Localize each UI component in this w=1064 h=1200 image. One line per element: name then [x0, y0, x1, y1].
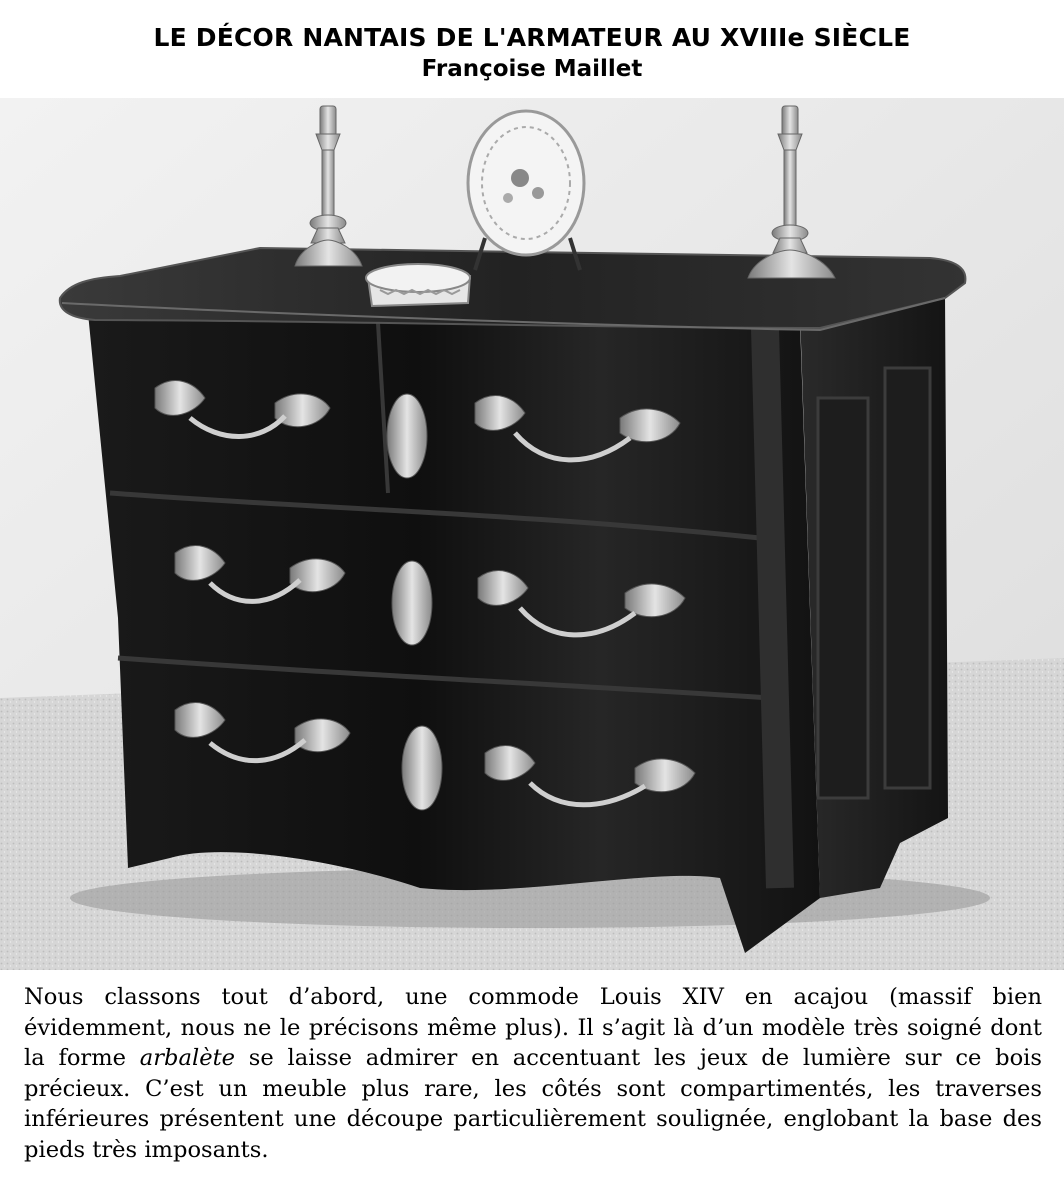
caption-emphasis: arbalète — [139, 1045, 236, 1071]
article-caption — [24, 982, 1042, 1165]
commode-photo — [0, 98, 1064, 970]
side-panel-right — [885, 368, 930, 788]
faience-box — [366, 264, 470, 306]
escutcheon-bottom — [402, 726, 442, 810]
caption-text-part-2: se laisse admirer en accentuant les jeux de lumière sur ce bois précieux. C’est un meuble plus rare, les côtés sont compartimentés, les traverses inférieures présentent une découpe particulièrement soulignée, englobant la base des pieds très imposants. — [24, 1045, 1042, 1163]
escutcheon-middle — [392, 561, 432, 645]
front-corner-pilaster — [765, 328, 780, 888]
commode-top — [60, 248, 966, 328]
escutcheon-top — [387, 394, 427, 478]
article-header — [0, 22, 1064, 84]
side-panel-left — [818, 398, 868, 798]
article-title: LE DÉCOR NANTAIS DE L'ARMATEUR AU XVIIIe SIÈCLE — [153, 23, 911, 52]
article-author: Françoise Maillet — [421, 56, 643, 82]
caption-text-part-1: Nous classons tout d’abord, une commode Louis XIV en acajou (massif bien évidemment, nous ne le précisons même plus). Il s’agit là d’un modèle très soigné dont la forme — [24, 984, 1042, 1071]
